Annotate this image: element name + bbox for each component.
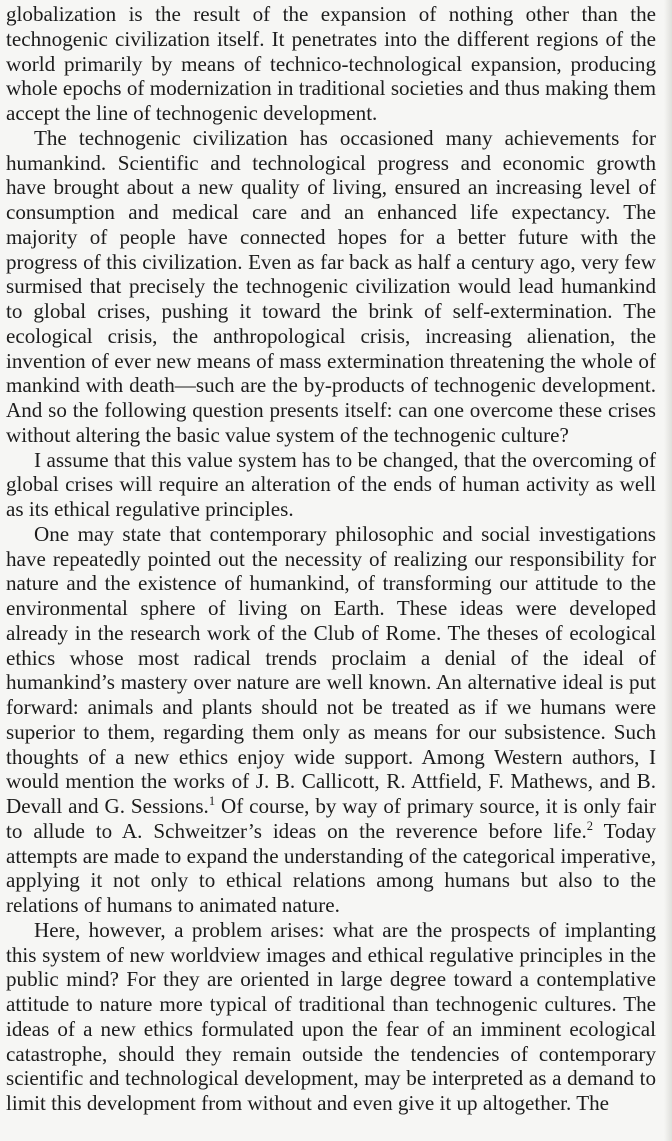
paragraph-achievements: The technogenic civilization has occasioned many achievements for humankind. Scientific and technological progress and economic growth have brought about a new quality of living, ensured an increasing level of consumption and medical care and an enhanced life expectancy. The majority of people have connected hopes for a better future with the progress of this civilization. Even as far back as half a century ago, very few surmised that precisely the technogenic civilization would lead humankind to global crises, pushing it toward the brink of self-extermination. The ecological crisis, the anthropological crisis, increasing alienation, the invention of ever new means of mass extermination threatening the whole of mankind with death—such are the by-products of technogenic development. And so the following question presents itself: can one overcome these crises without altering the basic value system of the technogenic culture? bbox=[6, 125, 656, 447]
paragraph-new-ethics-part-2: Of course, by way of primary source, it is only fair to allude to A. Schweitzer’s ideas on the reverence before life. bbox=[6, 794, 656, 843]
paragraph-new-ethics-part-3: Today attempts are made to expand the understanding of the categorical imperative, applying it not only to ethical relations among humans but also to the relations of humans to animated nature. bbox=[6, 818, 656, 917]
paragraph-value-system: I assume that this value system has to be changed, that the overcoming of global crises will require an alteration of the ends of human activity as well as its ethical regulative principles. bbox=[6, 447, 656, 521]
paragraph-globalization: globalization is the result of the expansion of nothing other than the technogenic civilization itself. It penetrates into the different regions of the world primarily by means of technico-technological expansion, producing whole epochs of modernization in traditional societies and thus making them accept the line of technogenic development. bbox=[6, 2, 656, 125]
footnote-marker-2: 2 bbox=[586, 818, 594, 833]
document-page bbox=[6, 2, 656, 1116]
footnote-marker-1: 1 bbox=[208, 794, 216, 808]
paragraph-problem: Here, however, a problem arises: what are the prospects of implanting this system of new worldview images and ethical regulative principles in the public mind? For they are oriented in large degree toward a contemplative attitude to nature more typical of traditional than technogenic cultures. The ideas of a new ethics formulated upon the fear of an imminent ecological catastrophe, should they remain outside the tendencies of contemporary scientific and technological development, may be interpreted as a demand to limit this development from without and even give it up altogether. The bbox=[6, 917, 656, 1115]
paragraph-new-ethics bbox=[6, 522, 656, 918]
page-edge-shadow bbox=[664, 0, 672, 1141]
paragraph-new-ethics-part-1: One may state that contemporary philosophic and social investigations have repeatedly pointed out the necessity of realizing our responsibility for nature and the existence of humankind, of transforming our attitude to the environmental sphere of living on Earth. These ideas were developed already in the research work of the Club of Rome. The theses of ecological ethics whose most radical trends proclaim a denial of the ideal of humankind’s mastery over nature are well known. An alternative ideal is put forward: animals and plants should not be treated as if we humans were superior to them, regarding them only as means for our subsistence. Such thoughts of a new ethics enjoy wide support. Among Western authors, I would mention the works of J. B. Callicott, R. Attfield, F. Mathews, and B. Devall and G. Sessions. bbox=[6, 521, 656, 818]
